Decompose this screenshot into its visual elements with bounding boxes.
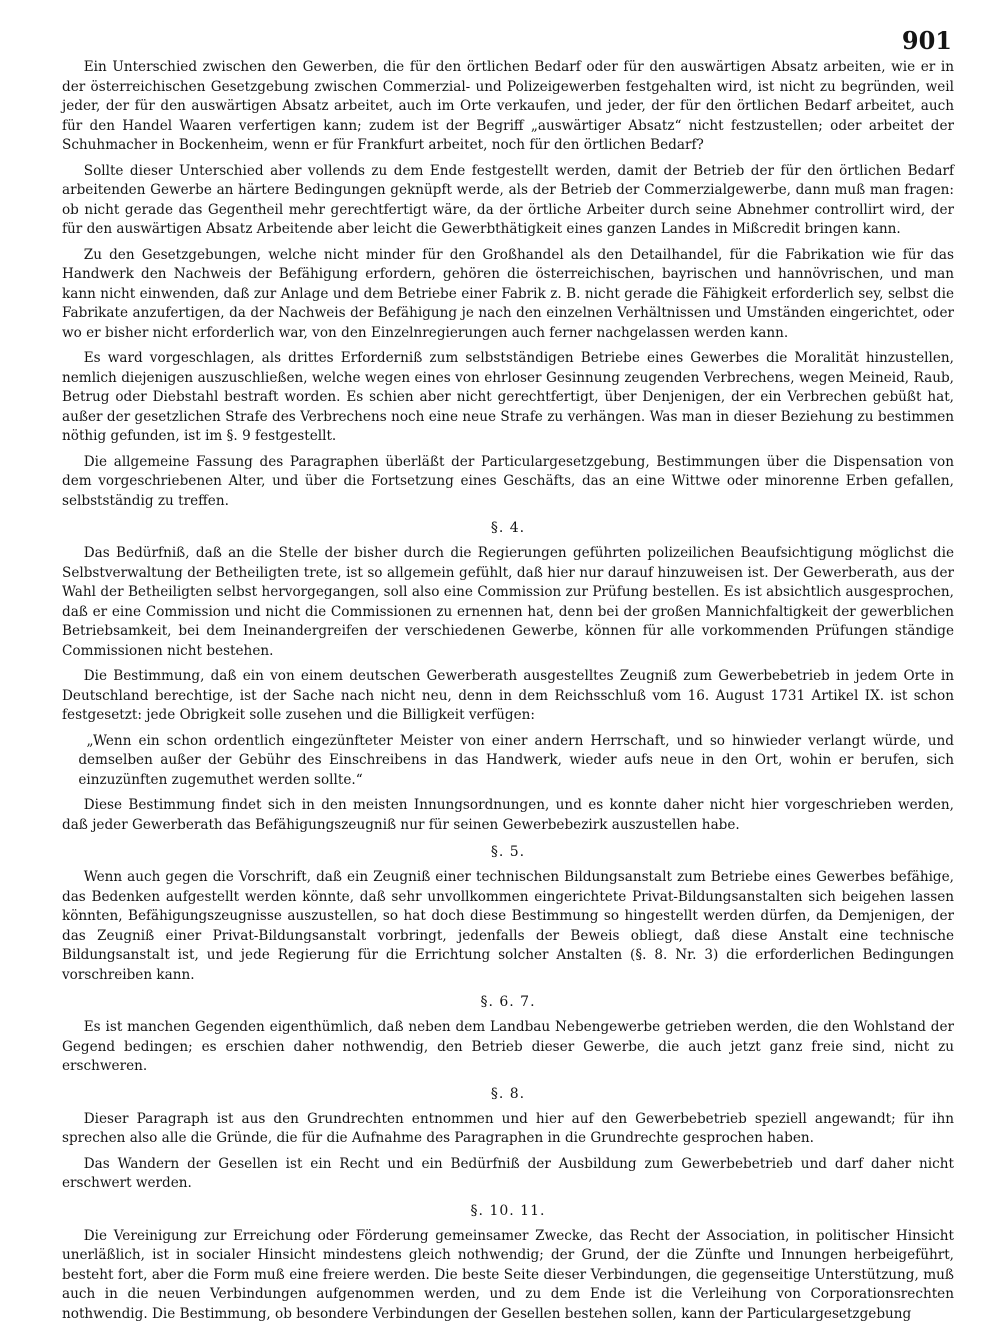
quotation-reichsschluss: „Wenn ein schon ordentlich eingezünfteter Meister von einer andern Herrschaft, und so hinwieder verlangt würde, und demselben außer der Gebühr des Einschreibens in das Handwerk, wieder aufs neue in den Ort, wohin er berufen, sich einzuzünften zugemuthet werden sollte.“ xyxy=(78,732,954,788)
paragraph-particulargesetzgebung: Die allgemeine Fassung des Paragraphen überläßt der Particulargesetzgebung, Bestimmungen über die Dispensation von dem vorgeschriebenen Alter, und über die Fortsetzung eines Geschäfts, das an eine Wittwe oder minorenne Erben gefallen, selbstständig zu treffen. xyxy=(62,453,954,509)
section-heading-6-7: §. 6. 7. xyxy=(480,994,536,1010)
page-body xyxy=(62,58,954,1330)
paragraph-gesetzgebungen-befaehigung: Zu den Gesetzgebungen, welche nicht minder für den Großhandel als den Detailhandel, für die Fabrikation wie für das Handwerk den Nachweis der Befähigung erfordern, gehören die österreichischen, bayrischen und hannövrischen, und man kann nicht einwenden, daß zur Anlage und dem Betriebe einer Fabrik z. B. nicht gerade die Fähigkeit erforderlich sey, selbst die Fabrikate anzufertigen, da der Nachweis der Befähigung je nach den einzelnen Verhältnissen und Umständen eingerichtet, oder wo er bisher nicht erforderlich war, von den Einzelnregierungen auch ferner nachgelassen werden kann. xyxy=(62,246,954,341)
paragraph-moralitaet: Es ward vorgeschlagen, als drittes Erforderniß zum selbstständigen Betriebe eines Gewerbes die Moralität hinzustellen, nemlich diejenigen auszuschließen, welche wegen eines von ehrloser Gesinnung zeugenden Verbrechens, wegen Meineid, Raub, Betrug oder Diebstahl bestraft worden. Es schien aber nicht gerechtfertigt, über Denjenigen, der ein Verbrechen gebüßt hat, außer der gesetzlichen Strafe des Verbrechens noch eine neue Strafe zu verhängen. Was man in dieser Beziehung zu bestimmen nöthig gefunden, ist im §. 9 festgestellt. xyxy=(62,350,954,444)
paragraph-nebengewerbe: Es ist manchen Gegenden eigenthümlich, daß neben dem Landbau Nebengewerbe getrieben werden, die den Wohlstand der Gegend bedingen; es erschien daher nothwendig, den Betrieb dieser Gewerbe, die auch jetzt ganz freie sind, nicht zu erschweren. xyxy=(62,1019,954,1074)
paragraph-wandern-gesellen: Das Wandern der Gesellen ist ein Recht und ein Bedürfniß der Ausbildung zum Gewerbebetrieb und darf daher nicht erschwert werden. xyxy=(62,1155,954,1191)
paragraph-reichsschluss: Die Bestimmung, daß ein von einem deutschen Gewerberath ausgestelltes Zeugniß zum Gewerbebetrieb in jedem Orte in Deutschland berechtige, ist der Sache nach nicht neu, denn in dem Reichsschluß vom 16. August 1731 Artikel IX. ist schon festgesetzt: jede Obrigkeit solle zusehen und die Billigkeit verfügen: xyxy=(62,668,954,723)
paragraph-bildungsanstalt: Wenn auch gegen die Vorschrift, daß ein Zeugniß einer technischen Bildungsanstalt zum Betriebe eines Gewerbes befähige, das Bedenken aufgestellt werden könnte, daß sehr unvollkommen eingerichtete Privat-Bildungsanstalten sich beigehen lassen könnten, Befähigungszeugnisse auszustellen, so hat doch diese Bestimmung so hingestellt werden dürfen, da Demjenigen, der das Zeugniß einer Privat-Bildungsanstalt vorbringt, jedenfalls der Beweis obliegt, daß diese Anstalt eine technische Bildungsanstalt ist, und jede Regierung für die Errichtung solcher Anstalten (§. 8. Nr. 3) die erforderlichen Bedingungen vorschreiben kann. xyxy=(62,869,954,983)
paragraph-innungsordnungen: Diese Bestimmung findet sich in den meisten Innungsordnungen, und es konnte daher nicht hier vorgeschrieben werden, daß jeder Gewerberath das Befähigungszeugniß nur für seinen Gewerbebezirk auszustellen habe. xyxy=(62,797,954,833)
page-number: 901 xyxy=(901,26,952,55)
section-heading-8: §. 8. xyxy=(490,1085,526,1102)
section-heading-10-11: §. 10. 11. xyxy=(470,1202,546,1219)
section-heading-5: §. 5. xyxy=(490,844,526,860)
section-heading-4: §. 4. xyxy=(490,520,526,536)
paragraph-grundrechte: Dieser Paragraph ist aus den Grundrechten entnommen und hier auf den Gewerbebetrieb speziell angewandt; für ihn sprechen also alle die Gründe, die für die Aufnahme des Paragraphen in die Grundrechte gesprochen haben. xyxy=(62,1110,954,1146)
paragraph-unterschied-bedingungen: Sollte dieser Unterschied aber vollends zu dem Ende festgestellt werden, damit der Betrieb der für den örtlichen Bedarf arbeitenden Gewerbe an härtere Bedingungen geknüpft werde, als der Betrieb der Commerzialgewerbe, dann muß man fragen: ob nicht gerade das Gegentheil mehr gerechtfertigt wäre, da der örtliche Arbeiter durch seine Abnehmer controllirt wird, der für den auswärtigen Absatz Arbeitende aber leicht die Gewerbthätigkeit eines ganzen Landes in Mißcredit bringen kann. xyxy=(62,162,954,237)
paragraph-association: Die Vereinigung zur Erreichung oder Förderung gemeinsamer Zwecke, das Recht der Association, in politischer Hinsicht unerläßlich, ist in socialer Hinsicht mindestens gleich nothwendig; der Grund, der die Zünfte und Innungen herbeigeführt, besteht fort, aber die Form muß eine freiere werden. Die beste Seite dieser Verbindungen, die gegenseitige Unterstützung, muß auch in die neuen Verbindungen aufgenommen werden, und zu dem Ende ist die Verleihung von Corporationsrechten nothwendig. Die Bestimmung, ob besondere Verbindungen der Gesellen bestehen sollen, kann der Particulargesetzgebung xyxy=(62,1227,954,1322)
paragraph-selbstverwaltung: Das Bedürfniß, daß an die Stelle der bisher durch die Regierungen geführten polizeilichen Beaufsichtigung möglichst die Selbstverwaltung der Betheiligten trete, ist so allgemein gefühlt, daß hier nur darauf hinzuweisen ist. Der Gewerberath, aus der Wahl der Betheiligten selbst hervorgegangen, soll also eine Commission zur Prüfung bestellen. Es ist absichtlich ausgesprochen, daß er eine Commission und nicht die Commissionen zu ernennen hat, denn bei der großen Mannichfaltigkeit der gewerblichen Betriebsamkeit, bei dem Ineinandergreifen der verschiedenen Gewerbe, können für alle vorkommenden Prüfungen ständige Commissionen nicht bestehen. xyxy=(62,545,954,659)
paragraph-commerzial-unterschied: Ein Unterschied zwischen den Gewerben, die für den örtlichen Bedarf oder für den auswärtigen Absatz arbeiten, wie er in der österreichischen Gesetzgebung zwischen Commerzial- und Polizeigewerben festgehalten wird, ist nicht zu begründen, weil jeder, der für den auswärtigen Absatz arbeitet, auch im Orte verkaufen, und jeder, der für den örtlichen Bedarf arbeitet, auch für den Handel Waaren verfertigen kann; zudem ist der Begriff „auswärtiger Absatz“ nicht festzustellen; oder arbeitet der Schuhmacher in Bockenheim, wenn er für Frankfurt arbeitet, noch für den örtlichen Bedarf? xyxy=(62,59,954,153)
